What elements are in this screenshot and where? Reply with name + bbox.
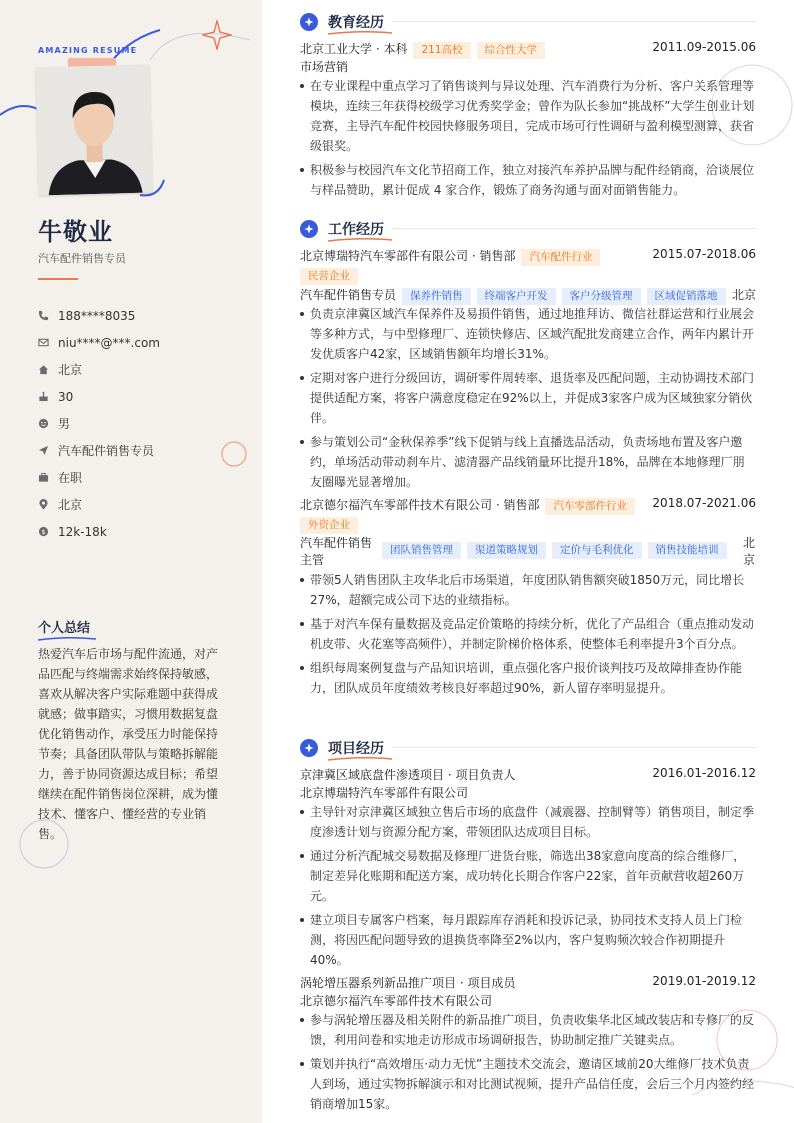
sparkle-icon [202,20,232,50]
education-title: 教育经历 [328,15,384,31]
info-target-role [38,437,248,464]
info-status [38,464,248,491]
face-icon [38,417,58,431]
tag: 综合性大学 [477,42,546,59]
work-title: 工作经历 [328,222,384,238]
project-header [300,766,756,783]
company-name: 北京德尔福汽车零部件技术有限公司 · 销售部 [300,498,540,512]
list-item: 在专业课程中重点学习了销售谈判与异议处理、汽车消费行为分析、客户关系管理等模块，连续三年获得校级学习优秀奖学金；曾作为队长参加“挑战杯”大学生创业计划竞赛，主导汽车配件校园快修服务项目，完成市场可行性调研与盈利模型测算，获省级银奖。 [300,76,756,156]
contact-info [38,302,248,545]
main-content [262,0,794,1123]
job-position-row [300,535,756,569]
project-date: 2016.01-2016.12 [652,766,756,780]
list-item: 负责京津冀区域汽车保养件及易损件销售，通过地推拜访、微信社群运营和行业展会等多种方式，与中型修理厂、连锁快修店、区域汽配批发商建立合作，两年内累计开发优质客户42家，区域销售额年均增长31%。 [300,304,756,364]
sidebar [0,0,262,1123]
skill-tag: 团队销售管理 [382,542,461,559]
svg-text:$: $ [41,527,46,536]
info-email [38,329,248,356]
education-bullets [300,76,756,204]
job-date: 2015.07-2018.06 [652,247,756,261]
job-position-row [300,286,756,305]
skill-tag: 定价与毛利优化 [552,542,642,559]
tag: 汽车配件行业 [521,249,600,266]
info-home-text: 北京 [58,363,83,377]
summary-title: 个人总结 [38,621,91,636]
skill-tag: 销售技能培训 [648,542,727,559]
list-item: 主导针对京津冀区域独立售后市场的底盘件（减震器、控制臂等）销售项目，制定季度渗透计划与资源分配方案，带领团队达成项目目标。 [300,802,756,842]
cake-icon [38,390,58,404]
list-item: 基于对汽车保有量数据及竞品定价策略的持续分析，优化了产品组合（重点推动发动机皮带、火花塞等高频件），并制定阶梯价格体系，使整体毛利率提升3个百分点。 [300,614,756,654]
info-email-text: niu****@***.com [58,335,160,350]
candidate-name: 牛敬业 [38,218,113,246]
list-item: 通过分析汽配城交易数据及修理厂进货台账，筛选出38家意向度高的综合维修厂，制定差异化账期和配送方案，成功转化长期合作客户22家，首年贡献营收超260万元。 [300,846,756,906]
list-item: 策划并执行“高效增压·动力无忧”主题技术交流会，邀请区域前20大维修厂技术负责人到场，通过实物拆解演示和对比测试视频，提升产品信任度，会后三个月内签约经销商增加15家。 [300,1054,756,1114]
job-header [300,496,756,515]
project-date: 2019.01-2019.12 [652,974,756,988]
job-date: 2018.07-2021.06 [652,496,756,510]
tag: 汽车零部件行业 [545,498,635,515]
info-location-text: 北京 [58,498,83,512]
job-city: 北京 [743,536,756,567]
candidate-role: 汽车配件销售专员 [38,252,126,265]
list-item: 积极参与校园汽车文化节招商工作，独立对接汽车养护品牌与配件经销商，洽谈展位与样品赞助，累计促成 4 家合作，锻炼了商务沟通与面对面销售能力。 [300,160,756,200]
briefcase-icon [38,471,58,485]
project-bullets [300,802,756,974]
section-rule [392,747,756,748]
project-bullets [300,1010,756,1118]
company-name: 北京博瑞特汽车零部件有限公司 · 销售部 [300,249,516,263]
project-company: 北京博瑞特汽车零部件有限公司 [300,786,469,800]
brand-text: AMAZING RESUME [38,46,138,55]
job-header [300,247,756,266]
project-name: 京津冀区域底盘件渗透项目 · 项目负责人 [300,768,516,782]
info-gender-text: 男 [58,417,71,431]
tag: 外资企业 [300,517,358,534]
send-icon [38,444,58,458]
summary-text: 热爱汽车后市场与配件流通，对产品匹配与终端需求始终保持敏感，喜欢从解决客户实际难题中获得成就感；做事踏实，习惯用数据复盘优化销售动作，承受压力时能保持节奏；具备团队带队与策略拆解能力，善于协同资源达成目标；希望继续在配件销售岗位深耕，成为懂技术、懂客户、懂经营的专业销售。 [38,647,219,841]
list-item: 建立项目专属客户档案，每月跟踪库存消耗和投诉记录，协同技术支持人员上门检测，将因匹配问题导致的退换货率降至2%以内，客户复购频次较合作初期提升40%。 [300,910,756,970]
skill-tag: 渠道策略规划 [467,542,546,559]
info-target-role-text: 汽车配件销售专员 [58,444,155,458]
skill-tag: 保养件销售 [402,288,471,305]
section-star-icon [300,739,318,757]
info-location [38,491,248,518]
job-bullets [300,570,756,702]
summary-underline [38,636,96,642]
info-phone [38,302,248,329]
job-tag-row [294,517,750,534]
section-star-icon [300,13,318,31]
job-position: 汽车配件销售专员 [300,288,397,302]
info-home [38,356,248,383]
education-date: 2011.09-2015.06 [652,40,756,54]
project-header [300,974,756,991]
section-rule [392,228,756,229]
info-age [38,383,248,410]
phone-icon [38,309,58,323]
section-rule [392,21,756,22]
section-projects [300,738,384,758]
info-salary-text: 12k-18k [58,524,107,539]
list-item: 参与涡轮增压器及相关附件的新品推广项目，负责收集华北区域改装店和专修厂的反馈，利用问卷和实地走访形成市场调研报告，协助制定推广关键卖点。 [300,1010,756,1050]
projects-title: 项目经历 [328,741,384,757]
section-education [300,12,384,32]
education-header [300,40,756,59]
job-position: 汽车配件销售主管 [300,536,373,567]
project-name: 涡轮增压器系列新品推广项目 · 项目成员 [300,976,516,990]
mail-icon [38,336,58,350]
tag: 民营企业 [300,268,358,285]
list-item: 定期对客户进行分级回访，调研零件周转率、退货率及匹配问题，主动协调技术部门提供适配方案，将客户满意度稳定在92%以上，并促成3家客户成为区域独家分销伙伴。 [300,368,756,428]
info-status-text: 在职 [58,471,83,485]
home-icon [38,363,58,377]
info-salary [38,518,248,545]
money-icon [38,525,58,539]
school-name: 北京工业大学 · 本科 [300,42,408,56]
skill-tag: 终端客户开发 [477,288,556,305]
info-phone-text: 188****8035 [58,308,136,323]
location-icon [38,498,58,512]
section-star-icon [300,220,318,238]
avatar [35,65,152,196]
tag: 211高校 [413,42,470,59]
name-underline [38,278,78,280]
skill-tag: 客户分级管理 [562,288,641,305]
job-tag-row [294,268,750,285]
job-city: 北京 [731,288,756,302]
info-age-text: 30 [58,389,74,404]
section-work [300,219,384,239]
info-gender [38,410,248,437]
education-major: 市场营销 [300,60,349,74]
job-bullets [300,304,756,496]
skill-tag: 区域促销落地 [647,288,726,305]
list-item: 组织每周案例复盘与产品知识培训，重点强化客户报价谈判技巧及故障排查协作能力，团队成员年度绩效考核良好率超过90%，新人留存率明显提升。 [300,658,756,698]
list-item: 参与策划公司“金秋保养季”线下促销与线上直播选品活动，负责场地布置及客户邀约，单场活动带动刹车片、滤清器产品线销量环比提升18%，品牌在本地修理厂朋友圈曝光显著增加。 [300,432,756,492]
project-company: 北京德尔福汽车零部件技术有限公司 [300,994,493,1008]
list-item: 带领5人销售团队主攻华北后市场渠道，年度团队销售额突破1850万元，同比增长27%，超额完成公司下达的业绩指标。 [300,570,756,610]
